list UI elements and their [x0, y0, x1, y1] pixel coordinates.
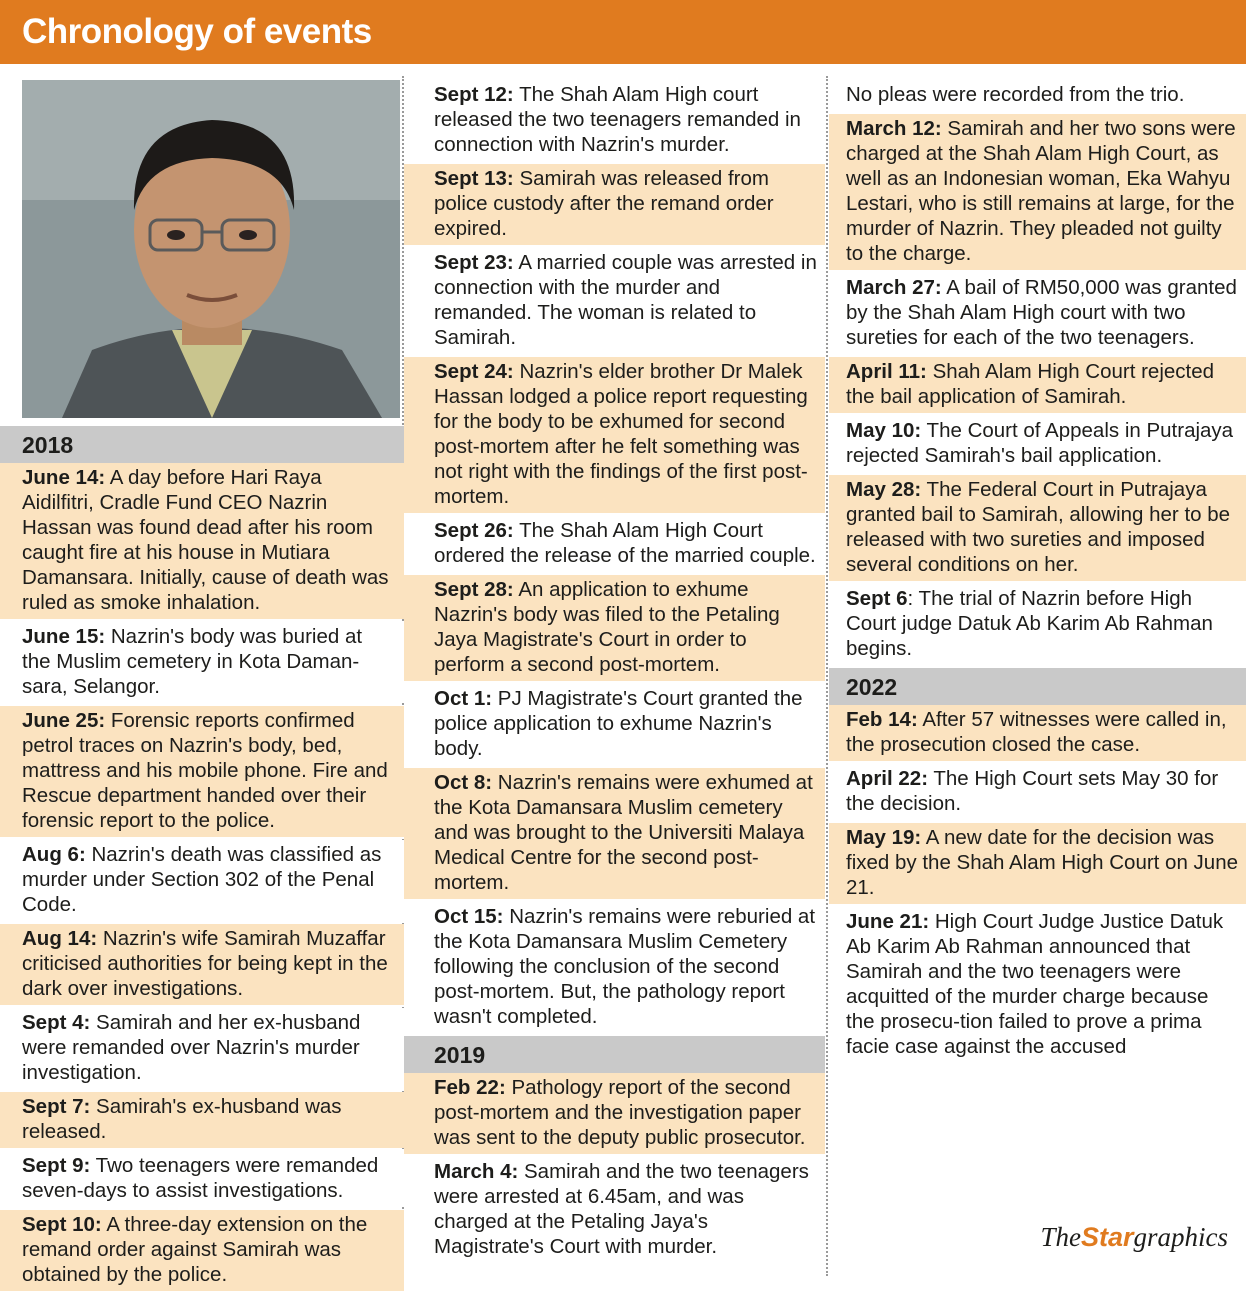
entry-text: Shah Alam High Court rejected the bail application of Samirah. [846, 360, 1215, 408]
portrait-photo [22, 80, 400, 418]
timeline-entry [0, 1008, 404, 1089]
entry-text: Nazrin's remains were reburied at the Kota Damansara Muslim Cemetery following the conclusion of the second post-mortem. But, the pathology report wasn't completed. [434, 905, 816, 1028]
column-1 [0, 80, 404, 1294]
entry-text: Nazrin's body was buried at the Muslim cemetery in Kota Daman-sara, Selangor. [22, 625, 363, 698]
timeline-entry [404, 248, 825, 354]
entry-date: Sept 13: [434, 167, 514, 190]
page-title: Chronology of events [22, 12, 372, 51]
entry-date: Aug 14: [22, 927, 98, 950]
entry-text: Samirah and her ex-husband were remanded over Nazrin's murder investigation. [22, 1011, 361, 1084]
timeline-entry [404, 80, 825, 161]
portrait-illustration [22, 80, 400, 418]
timeline-entry [404, 1157, 825, 1263]
entry-date: March 12: [846, 117, 942, 140]
timeline-entry [829, 114, 1246, 270]
entry-text: The Federal Court in Putrajaya granted bail to Samirah, allowing her to be released with two sureties and imposed several conditions on her. [846, 478, 1231, 576]
timeline-entry [0, 840, 404, 921]
year-header-2019: 2019 [404, 1036, 825, 1073]
year-header-2022: 2022 [829, 668, 1246, 705]
entry-text: A new date for the decision was fixed by the Shah Alam High Court on June 21. [846, 826, 1239, 899]
entry-date: April 22: [846, 767, 929, 790]
entry-date: June 21: [846, 910, 930, 933]
timeline-entry [404, 768, 825, 899]
entry-date: April 11: [846, 360, 927, 383]
timeline-entry [829, 705, 1246, 761]
entry-text: A day before Hari Raya Aidilfitri, Cradle Fund CEO Nazrin Hassan was found dead after his room caught fire at his house in Mutiara Damansara. Initially, cause of death was ruled as smoke inhalation. [22, 466, 389, 614]
column-3 [829, 80, 1246, 1066]
timeline-entry [0, 622, 404, 703]
credit-graphics: graphics [1133, 1222, 1228, 1252]
entry-text: The High Court sets May 30 for the decision. [846, 767, 1219, 815]
timeline-entry [829, 357, 1246, 413]
timeline-entry [0, 1151, 404, 1207]
entry-date: May 19: [846, 826, 922, 849]
timeline-entry [829, 907, 1246, 1063]
entry-date: Oct 1: [434, 687, 493, 710]
timeline-entry [0, 924, 404, 1005]
timeline-list [0, 463, 404, 1291]
entry-date: Sept 23: [434, 251, 514, 274]
entry-text: Nazrin's death was classified as murder under Section 302 of the Penal Code. [22, 843, 382, 916]
entry-date: Sept 24: [434, 360, 514, 383]
column-2 [404, 80, 825, 1266]
entry-date: Oct 8: [434, 771, 493, 794]
column-divider [826, 76, 828, 1276]
entry-text: Pathology report of the second post-mortem and the investigation paper was sent to the deputy public prosecutor. [434, 1076, 806, 1149]
entry-date: Sept 12: [434, 83, 514, 106]
entry-date: Sept 26: [434, 519, 514, 542]
timeline-entry [0, 1210, 404, 1291]
timeline-entry [829, 273, 1246, 354]
entry-date: May 10: [846, 419, 922, 442]
entry-text: The Court of Appeals in Putrajaya rejected Samirah's bail application. [846, 419, 1234, 467]
entry-text: Nazrin's elder brother Dr Malek Hassan lodged a police report requesting for the body to be exhumed for second post-mortem after he felt something was not right with the findings of the first post-mortem. [434, 360, 808, 508]
timeline-entry [0, 1092, 404, 1148]
timeline-entry [829, 823, 1246, 904]
timeline-entry [829, 475, 1246, 581]
entry-text: A bail of RM50,000 was granted by the Shah Alam High court with two sureties for each of the two teenagers. [846, 276, 1237, 349]
entry-date: May 28: [846, 478, 922, 501]
entry-text: A married couple was arrested in connection with the murder and remanded. The woman is related to Samirah. [434, 251, 817, 349]
timeline-entry [404, 357, 825, 513]
entry-text: Samirah's ex-husband was released. [22, 1095, 342, 1143]
entry-text: An application to exhume Nazrin's body was filed to the Petaling Jaya Magistrate's Court in order to perform a second post-mortem. [434, 578, 780, 676]
entry-date: Oct 15: [434, 905, 504, 928]
entry-text: After 57 witnesses were called in, the prosecution closed the case. [846, 708, 1227, 756]
entry-text: The Shah Alam High Court ordered the release of the married couple. [434, 519, 816, 567]
timeline-list [829, 705, 1246, 1063]
year-header-2018: 2018 [0, 426, 404, 463]
entry-date: Sept 28: [434, 578, 514, 601]
timeline-entry [829, 80, 1246, 111]
entry-text: Forensic reports confirmed petrol traces on Nazrin's body, bed, mattress and his mobile phone. Fire and Rescue department handed over their forensic report to the police. [22, 709, 388, 832]
timeline-entry [404, 684, 825, 765]
credit-star: Star [1080, 1222, 1134, 1252]
entry-text: High Court Judge Justice Datuk Ab Karim Ab Rahman announced that Samirah and the two teenagers were acquitted of the murder charge because the prosecu-tion failed to prove a prima facie case against the accused [846, 910, 1224, 1058]
header-bar [0, 0, 1246, 64]
entry-date: Sept 6 [846, 587, 908, 610]
timeline-list [829, 80, 1246, 665]
timeline-entry [404, 516, 825, 572]
entry-text: Nazrin's wife Samirah Muzaffar criticised authorities for being kept in the dark over investigations. [22, 927, 388, 1000]
entry-date: March 4: [434, 1160, 519, 1183]
entry-date: Sept 10: [22, 1213, 102, 1236]
entry-text: Samirah and her two sons were charged at the Shah Alam High Court, as well as an Indonesian woman, Eka Wahyu Lestari, who is still remains at large, for the murder of Nazrin. They pleaded not guilty to the charge. [846, 117, 1236, 265]
entry-date: June 14: [22, 466, 106, 489]
timeline-entry [829, 764, 1246, 820]
entry-date: Sept 7: [22, 1095, 91, 1118]
timeline-entry [0, 706, 404, 837]
entry-text: No pleas were recorded from the trio. [846, 83, 1185, 106]
entry-text: PJ Magistrate's Court granted the police application to exhume Nazrin's body. [434, 687, 803, 760]
entry-date: Feb 22: [434, 1076, 506, 1099]
entry-date: Feb 14: [846, 708, 918, 731]
timeline-entry [404, 1073, 825, 1154]
timeline-entry [0, 463, 404, 619]
timeline-list [404, 80, 825, 1033]
entry-date: Sept 9: [22, 1154, 91, 1177]
entry-date: March 27: [846, 276, 942, 299]
entry-text: The Shah Alam High court released the two teenagers remanded in connection with Nazrin's murder. [434, 83, 801, 156]
entry-date: Sept 4: [22, 1011, 91, 1034]
entry-text: A three-day extension on the remand order against Samirah was obtained by the police. [22, 1213, 368, 1286]
entry-text: : The trial of Nazrin before High Court judge Datuk Ab Karim Ab Rahman begins. [846, 587, 1213, 660]
credit-the: The [1040, 1222, 1081, 1252]
entry-date: June 25: [22, 709, 106, 732]
entry-text: Samirah and the two teenagers were arrested at 6.45am, and was charged at the Petaling Jaya's Magistrate's Court with murder. [434, 1160, 809, 1258]
thestar-graphics-logo [1040, 1222, 1228, 1253]
entry-date: Aug 6: [22, 843, 86, 866]
entry-text: Two teenagers were remanded seven-days to assist investigations. [22, 1154, 379, 1202]
entry-text: Samirah was released from police custody after the remand order expired. [434, 167, 774, 240]
timeline-entry [829, 416, 1246, 472]
timeline-entry [404, 164, 825, 245]
entry-text: Nazrin's remains were exhumed at the Kota Damansara Muslim cemetery and was brought to the Universiti Malaya Medical Centre for the second post-mortem. [434, 771, 813, 894]
entry-date: June 15: [22, 625, 106, 648]
timeline-entry [404, 575, 825, 681]
timeline-list [404, 1073, 825, 1263]
timeline-entry [404, 902, 825, 1033]
timeline-entry [829, 584, 1246, 665]
